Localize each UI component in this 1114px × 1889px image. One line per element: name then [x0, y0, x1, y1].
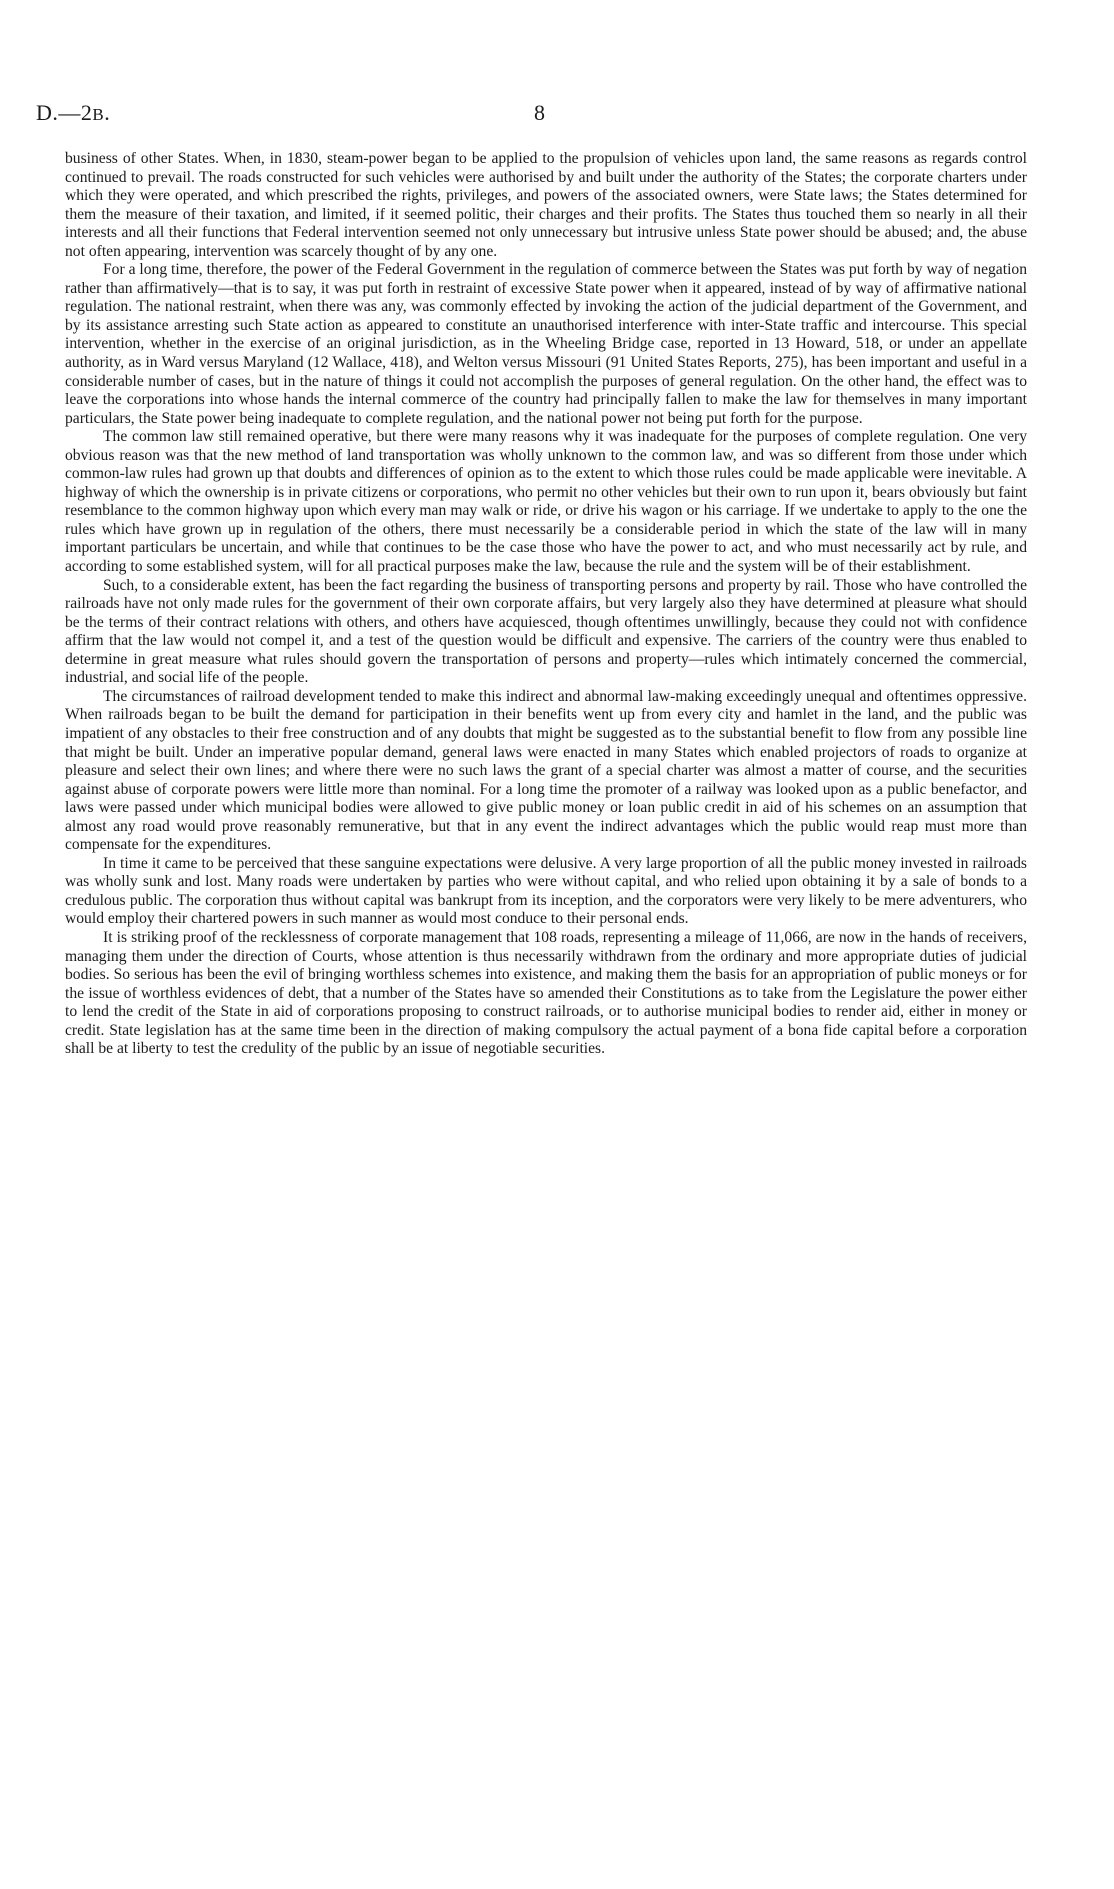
paragraph-delusive-expectations: In time it came to be perceived that these sanguine expectations were delusive. A very large proportion of all the public money invested in railroads was wholly sunk and lost. Many roads were undertaken by parties who were without capital, and who relied upon obtaining it by a sale of bonds to a credulous public. The corporation thus without capital was bankrupt from its inception, and the corporators were very likely to be mere adventurers, who would employ their chartered powers in such manner as would most conduce to their personal ends.	[65, 854, 1027, 928]
paragraph-receivers: It is striking proof of the recklessness of corporate management that 108 roads, representing a mileage of 11,066, are now in the hands of receivers, managing them under the direction of Courts, whose attention is thus necessarily withdrawn from the ordinary and more appropriate duties of judicial bodies. So serious has been the evil of bringing worthless schemes into existence, and making them the basis for an appropriation of public moneys or for the issue of worthless evidences of debt, that a number of the States have so amended their Constitutions as to take from the Legislature the power either to lend the credit of the State in aid of corporations proposing to construct railroads, or to authorise municipal bodies to render aid, either in money or credit. State legislation has at the same time been in the direction of making compulsory the actual payment of a bona fide capital before a corporation shall be at liberty to test the credulity of the public by an issue of negotiable securities.	[65, 928, 1027, 1058]
body-text	[65, 150, 1027, 1059]
page-header	[36, 100, 1036, 130]
paragraph-railroad-development: The circumstances of railroad development tended to make this indirect and abnormal law-making exceedingly unequal and oftentimes oppressive. When railroads began to be built the demand for participation in their benefits went up from every city and hamlet in the land, and the public was impatient of any obstacles to their free construction and of any doubts that might be suggested as to the substantial benefit to flow from any possible line that might be built. Under an imperative popular demand, general laws were enacted in many States which enabled projectors of roads to organize at pleasure and select their own lines; and where there were no such laws the grant of a special charter was almost a matter of course, and the securities against abuse of corporate powers were little more than nominal. For a long time the promoter of a railway was looked upon as a public benefactor, and laws were passed under which municipal bodies were allowed to give public money or loan public credit in aid of his schemes on an assumption that almost any road would prove reasonably remunerative, but that in any event the indirect advantages which the public would reap must more than compensate for the expenditures.	[65, 687, 1027, 854]
paragraph-continued: business of other States. When, in 1830, steam-power began to be applied to the propulsion of vehicles upon land, the same reasons as regards control continued to prevail. The roads constructed for such vehicles were authorised by and built under the authority of the States; the corporate charters under which they were operated, and which prescribed the rights, privileges, and powers of the associated owners, were State laws; the States determined for them the measure of their taxation, and limited, if it seemed politic, their charges and their profits. The States thus touched them so nearly in all their interests and all their functions that Federal intervention seemed not only unnecessary but intrusive unless State power should be abused; and, the abuse not often appearing, intervention was scarcely thought of by any one.	[65, 150, 1027, 260]
page-number: 8	[534, 100, 545, 125]
paragraph-common-law: The common law still remained operative, but there were many reasons why it was inadequate for the purposes of complete regulation. One very obvious reason was that the new method of land transportation was wholly unknown to the common law, and was so different from those under which common-law rules had grown up that doubts and differences of opinion as to the extent to which those rules could be made applicable were inevitable. A highway of which the ownership is in private citizens or corporations, who permit no other vehicles but their own to run upon it, bears obviously but faint resemblance to the common highway upon which every man may walk or ride, or drive his wagon or his carriage. If we undertake to apply to the one the rules which have grown up in regulation of the others, there must necessarily be a considerable period in which the state of the law will in many important particulars be uncertain, and while that continues to be the case those who have the power to act, and who must necessarily act by rule, and according to some established system, will for all practical purposes make the law, because the rule and the system will be of their establishment.	[65, 428, 1027, 576]
paragraph-federal-power: For a long time, therefore, the power of the Federal Government in the regulation of commerce between the States was put forth by way of negation rather than affirmatively—that is to say, it was put forth in restraint of excessive State power when it appeared, instead of by way of affirmative national regulation. The national restraint, when there was any, was commonly effected by invoking the action of the judicial department of the Government, and by its assistance arresting such State action as appeared to constitute an unauthorised interference with inter-State traffic and intercourse. This special intervention, whether in the exercise of an original jurisdiction, as in the Wheeling Bridge case, reported in 13 Howard, 518, or under an appellate authority, as in Ward versus Maryland (12 Wallace, 418), and Welton versus Missouri (91 United States Reports, 275), has been important and useful in a considerable number of cases, but in the nature of things it could not accomplish the purposes of general regulation. On the other hand, the effect was to leave the corporations into whose hands the internal commerce of the country had principally fallen to make the law for themselves in many important particulars, the State power being inadequate to complete regulation, and the national power not being put forth for the purpose.	[65, 261, 1027, 427]
document-identifier: D.—2B.	[36, 100, 111, 125]
paragraph-transport-rules: Such, to a considerable extent, has been the fact regarding the business of transporting persons and property by rail. Those who have controlled the railroads have not only made rules for the government of their own corporate affairs, but very largely also they have determined at pleasure what should be the terms of their contract relations with others, and others have acquiesced, though oftentimes unwillingly, because they could not with confidence affirm that the law would not compel it, and a test of the question would be difficult and expensive. The carriers of the country were thus enabled to determine in great measure what rules should govern the transportation of persons and property—rules which intimately concerned the commercial, industrial, and social life of the people.	[65, 576, 1027, 687]
